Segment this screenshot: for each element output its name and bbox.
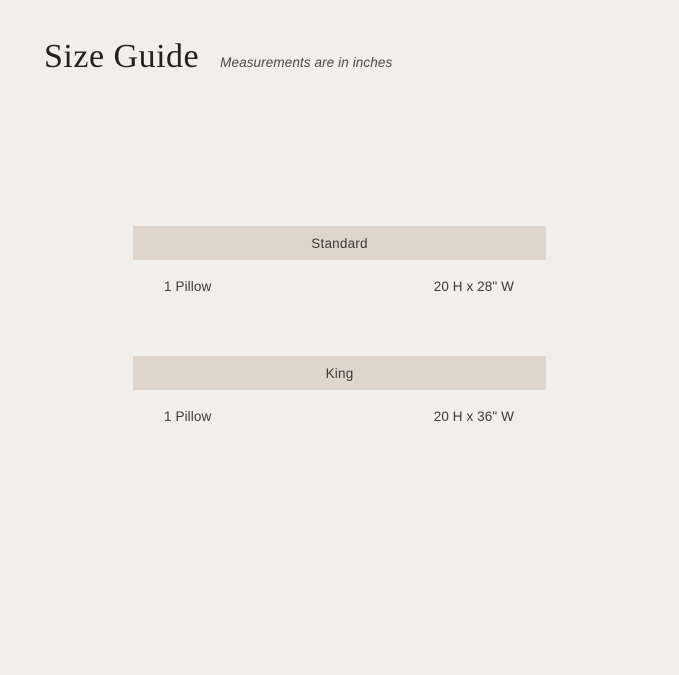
page-header: [44, 38, 392, 75]
size-table-standard: [133, 226, 546, 312]
table-row: [133, 260, 546, 312]
row-label: 1 Pillow: [164, 278, 212, 294]
page-title: Size Guide: [44, 38, 200, 75]
row-value: 20 H x 36" W: [433, 408, 514, 424]
table-row: [133, 390, 546, 442]
table-header-king: [133, 356, 546, 390]
row-value: 20 H x 28" W: [433, 278, 514, 294]
table-header-label: King: [325, 365, 354, 381]
page-subtitle: Measurements are in inches: [220, 55, 393, 70]
size-tables: [133, 226, 546, 442]
row-label: 1 Pillow: [164, 408, 212, 424]
table-header-standard: [133, 226, 546, 260]
size-table-king: [133, 356, 546, 442]
table-header-label: Standard: [311, 235, 368, 251]
